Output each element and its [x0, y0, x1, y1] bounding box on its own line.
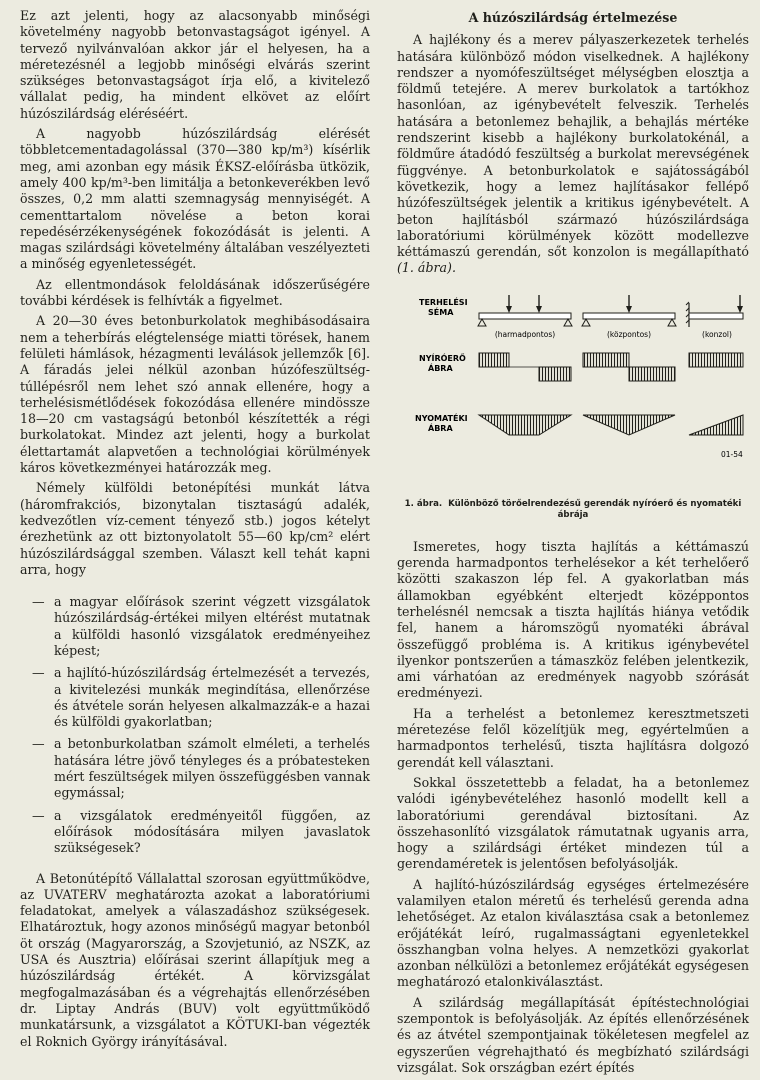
list-item — [20, 665, 370, 730]
list-dash: — — [32, 665, 45, 681]
load-scheme-label: SÉMA — [428, 307, 454, 317]
list-dash: — — [32, 736, 45, 752]
shear-diagram-central — [583, 353, 675, 381]
scheme-label: (konzol) — [702, 329, 732, 339]
paragraph: A Betonútépítő Vállalattal szorosan együttműködve, az UVATERV meghatározta azokat a laboratóriumi feladatokat, amelyek a válaszadáshoz szükségesek. Elhatároztuk, hogy azonos minőségű magyar betonból öt ország (Magyarország, a Szovjetunió, az NSZK, az USA és Ausztria) előírásai szerint állapítjuk meg a húzószilárdság értékét. A körvizsgálat megfogalmazásában és a végrehajtás ellenőrzésében dr. Liptay András (BUV) volt együttműködő munkatársunk, a vizsgálatot a KÖTUKI-ban végezték el Roknich György irányításával. — [20, 870, 370, 1049]
central-load-scheme — [582, 295, 676, 339]
list-dash: — — [32, 807, 45, 823]
list-item-text: a betonburkolatban számolt elméleti, a terhelés hatására létre jövő tényleges és a próbatesteken mért feszültségek milyen összefüggésben vannak egymással; — [54, 736, 370, 801]
scheme-label: (központos) — [607, 329, 651, 339]
shear-diagram-third-point — [479, 353, 571, 381]
paragraph: A nagyobb húzószilárdság elérését többletcementadagolással (370—380 kp/m³) kísérlik meg, ami azonban egy másik ÉKSZ-előírásba ütközik, amely 400 kp/m³-ben limitálja a betonkeverékben levő összes, 0,2 mm alatti szemnagyság mennyiségét. A cementtartalom növelése a beton korai repedésérzékenységének fokozódását is jelenti. A magas szilárdsági követelmény általában veszélyezteti a minőség egyenletességét. — [20, 126, 370, 272]
right-column — [397, 8, 749, 1080]
shear-diagram-label: ÁBRA — [428, 363, 453, 373]
paragraph: A hajlító-húzószilárdság egységes értelmezésére valamilyen etalon méretű és terhelésű gerenda adna lehetőséget. Az etalon kiválasztása csak a betonlemez erőjátékát leíró, rugalmasságtani egyenletekkel összhangban volna helyes. A nemzetközi gyakorlat azonban nélkülözi a betonlemez erőjátékát egységesen meghatározó etalonkiválasztást. — [397, 876, 749, 990]
load-scheme-label: TERHELÉSI — [419, 297, 468, 307]
list-item-text: a hajlító-húzószilárdság értelmezését a tervezés, a kivitelezési munkák megindítása, ellenőrzése és átvétele során helyesen alkalmazzák-e a hazai és külföldi gyakorlatban; — [54, 665, 370, 730]
moment-diagram-cantilever — [689, 415, 743, 435]
list-item-text: a vizsgálatok eredményeitől függően, az előírások módosítására milyen javaslatok szükségesek? — [54, 807, 370, 856]
cantilever-load-scheme — [686, 295, 743, 339]
figure-diagram — [397, 289, 749, 497]
paragraph: A szilárdság megállapítását építéstechnológiai szempontok is befolyásolják. Az építés ellenőrzésének és az átvétel szempontjainak tökéletesen megfelel az egyszerűen végrehajtható és megbízható szilárdsági vizsgálat. Sok országban ezért építés — [397, 994, 749, 1075]
paragraph: Ismeretes, hogy tiszta hajlítás a kéttámaszú gerenda harmadpontos terhelésekor a két terhelőerő közötti szakaszon lép fel. A gyakorlatban más államokban egyébként elterjedt középpontos terhelésnél nemcsak a tiszta hajlítás hiánya vetődik fel, hanem a háromszögű nyomatéki ábrával összefüggő probléma is. A kritikus igénybevétel ilyenkor pontszerűen a támaszköz felében jelentkezik, ami várhatóan az eredmények nagyobb szórását eredményezi. — [397, 538, 749, 701]
figure-number: 1. ábra. — [404, 498, 443, 509]
moment-diagram-label: NYOMATÉKI — [415, 413, 468, 423]
paragraph: Némely külföldi betonépítési munkát látva (háromfrakciós, bizonytalan tisztaságú adalék, kedvezőtlen víz-cement tényező stb.) jogos kételyt érezhetünk az ott biztonyolatolt 55—60 kp/cm² elért húzószilárdsággal szemben. Választ kell tehát kapni arra, hogy — [20, 480, 370, 577]
list-dash: — — [32, 594, 45, 610]
question-list — [20, 594, 370, 856]
figure-1 — [397, 289, 749, 497]
figure-reference: (1. ábra). — [397, 260, 456, 276]
scheme-label: (harmadpontos) — [494, 329, 556, 339]
moment-diagram-central — [583, 415, 675, 435]
paragraph: Ha a terhelést a betonlemez keresztmetszeti méretezése felől közelítjük meg, egyértelműen a harmadpontos terhelésű, tiszta hajlításra dolgozó gerendát kell választani. — [397, 705, 749, 770]
figure-stamp: 01-54 — [721, 449, 743, 459]
shear-diagram-cantilever — [689, 353, 743, 367]
moment-diagram-third-point — [479, 415, 571, 435]
list-item — [20, 808, 370, 857]
list-item — [20, 736, 370, 801]
paragraph: Az ellentmondások feloldásának időszerűségére további kérdések is felhívták a figyelmet. — [20, 276, 370, 309]
third-point-load-scheme — [478, 295, 572, 339]
shear-diagram-label: NYÍRÓERŐ — [419, 353, 466, 363]
section-title: A húzószilárdság értelmezése — [468, 10, 678, 25]
paragraph: A 20—30 éves betonburkolatok meghibásodásaira nem a teherbírás elégtelensége miatti törések, hanem felületi hámlások, hézagmenti leválások jellemzők [6]. A fáradás jelei nélkül azonban húzófeszültség-túllépésről nem lehet szó annak ellenére, hogy a terhelésismétlődések fokozódása ellenére mindössze 18—20 cm vastagságú betonból készítették a régi burkolatokat. Mindez azt jelenti, hogy a burkolat élettartamát alapvetően a technológiai körülmények káros következményei határozzák meg. — [20, 313, 370, 476]
paragraph — [397, 32, 749, 276]
paragraph: Sokkal összetettebb a feladat, ha a betonlemez valódi igénybevételéhez hasonló modellt kell a laboratóriumi gerendával biztosítani. Az összehasonlító vizsgálatok rámutatnak ugyanis arra, hogy a szilárdsági értéket mindezen túl a gerendaméretek is jelentősen befolyásolják. — [397, 774, 749, 872]
figure-caption — [401, 499, 745, 521]
paragraph: Ez azt jelenti, hogy az alacsonyabb minőségi követelmény nagyobb betonvastagságot igényel. A tervező nyilvánvalóan akkor jár el helyesen, ha a méretezésnél a legjobb minőségi elvárás szerint szükséges betonvastagságot írja elő, a kivitelező vállalat pedig, ha mindent elkövet az előírt húzószilárdság eléréséért. — [20, 8, 370, 121]
figure-caption-text: Különböző törőelrendezésű gerendák nyíróerő és nyomatéki ábrája — [448, 498, 742, 520]
moment-diagram-label: ÁBRA — [428, 423, 453, 433]
left-column — [20, 8, 370, 1054]
list-item-text: a magyar előírások szerint végzett vizsgálatok húzószilárdság-értékei milyen eltérést mutatnak a külföldi hasonló vizsgálatok eredményeihez képest; — [54, 594, 370, 658]
paragraph-text: A hajlékony és a merev pályaszerkezetek terhelés hatására különböző módon viselkednek. A hajlékony rendszer a nyomófeszültséget mélységben elosztja a földmű tetejére. A merev burkolatok a tartókhoz hasonlóan, az igénybevételt felveszik. Terhelés hatására a betonlemez behajlik, a behajlás mértéke rendszerint kisebb a hajlékony burkolatokénál, a földműre átadódó feszültség a burkolat merevségének függvénye. A betonburkolatok e sajátosságából következik, hogy a lemez hajlításakor fellépő húzófeszültségek jelentik a kritikus igénybevételt. A beton hajlításból származó húzószilárdsága laboratóriumi körülmények között modellezve kéttámaszú gerendán, sőt konzolon is megállapítható — [397, 32, 749, 260]
list-item — [20, 594, 370, 659]
